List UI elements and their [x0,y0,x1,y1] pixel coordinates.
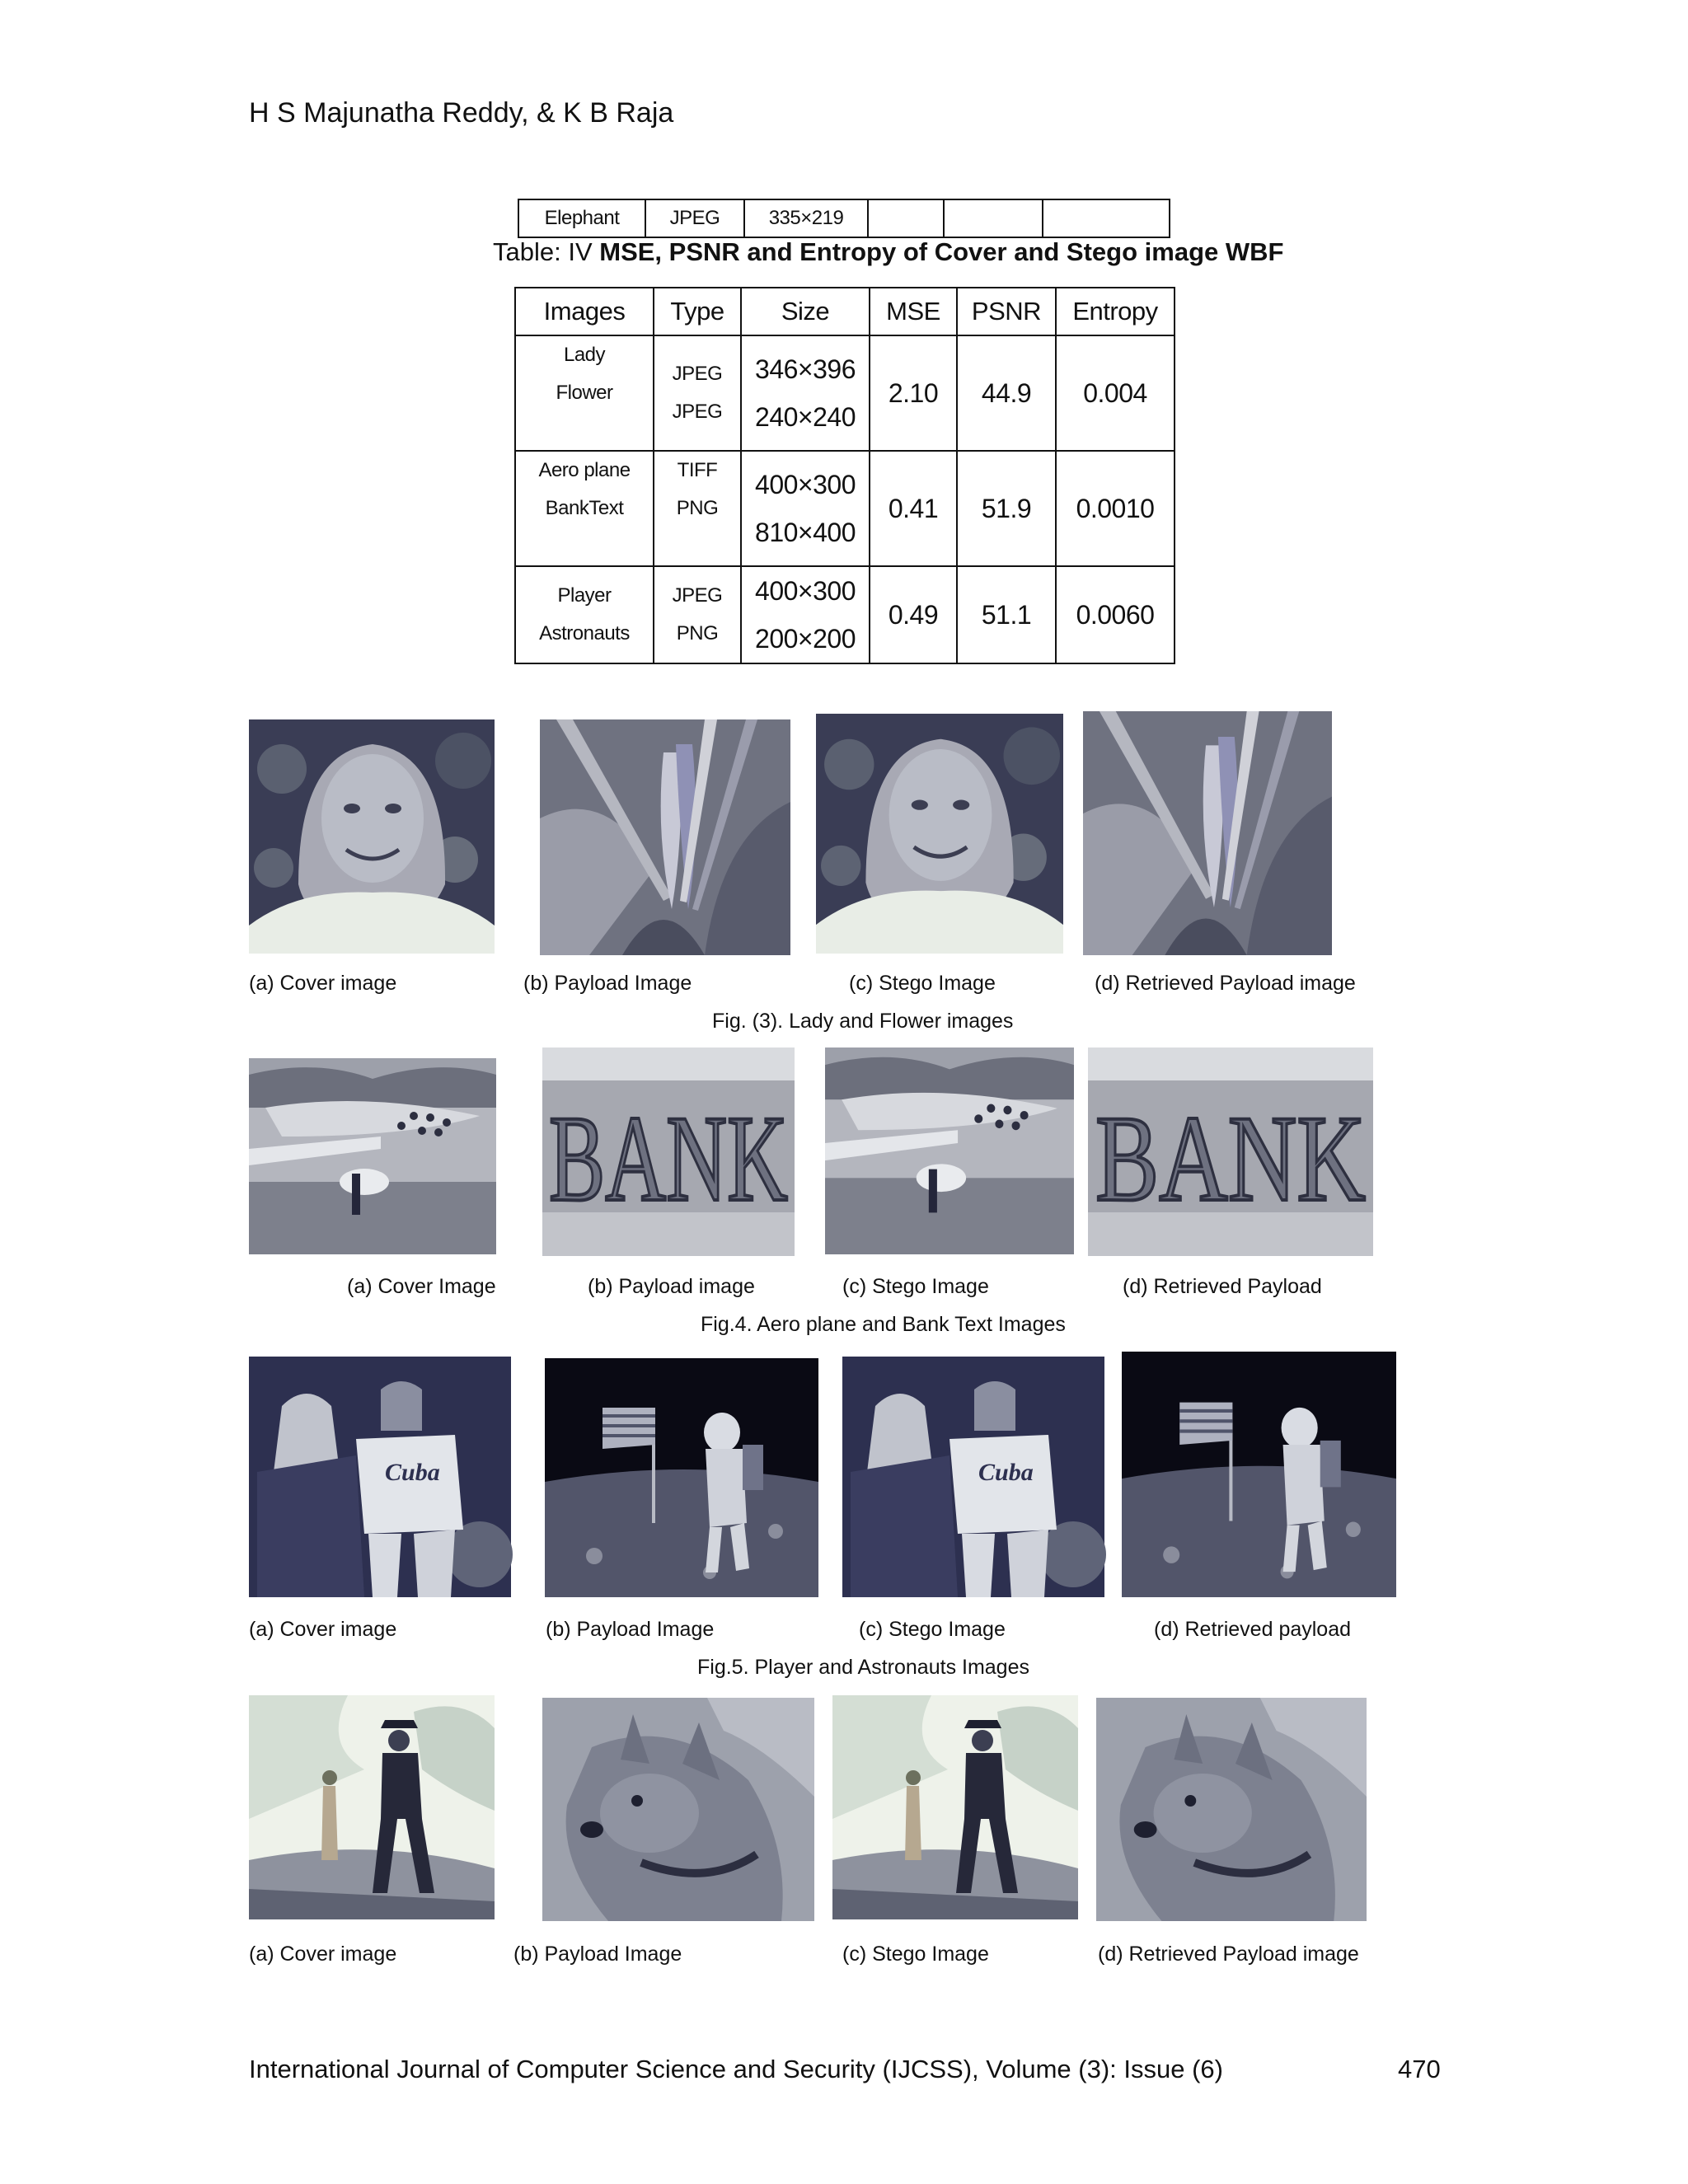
header-type: Type [654,288,741,335]
header-psnr: PSNR [957,288,1056,335]
fig5-caption-c: (c) Stego Image [859,1618,1006,1641]
cell-sizes [741,566,870,663]
image-size: 240×240 [755,402,856,432]
bank-text: BANK [549,1090,788,1227]
image-name: Flower [556,382,613,404]
table-row [515,335,1175,451]
jersey-text: Cuba [978,1459,1034,1486]
fig6-caption-b: (b) Payload Image [513,1943,682,1966]
image-type: PNG [676,497,719,519]
cell-image: Elephant [518,199,645,237]
dog-retrieved-image [1096,1698,1367,1921]
dog-payload-image [542,1698,814,1921]
header-size: Size [741,288,870,335]
jersey-text: Cuba [385,1459,440,1486]
fig5-caption-b: (b) Payload Image [546,1618,715,1641]
cell-sizes [741,335,870,451]
header-images: Images [515,288,654,335]
cell-type: JPEG [645,199,744,237]
lady-stego-image [816,714,1063,954]
cell-mse: 2.10 [870,335,957,451]
bank-retrieved-image [1088,1047,1373,1256]
table-row [515,566,1175,663]
fig4-caption-b: (b) Payload image [588,1275,755,1298]
running-header: H S Majunatha Reddy, & K B Raja [249,97,674,129]
image-size: 200×200 [755,624,856,654]
fig3-caption-b: (b) Payload Image [523,972,692,995]
image-type: JPEG [672,584,723,607]
cell-images [515,451,654,566]
bank-text: BANK [1095,1090,1366,1227]
table-caption [493,237,1283,267]
table-header-row [515,288,1175,335]
cell-entropy: 0.0060 [1056,566,1175,663]
image-size: 400×300 [755,470,856,499]
cell-mse: 0.41 [870,451,957,566]
image-name: Lady [563,344,606,366]
flower-retrieved-image [1083,711,1332,955]
astronaut-payload-image [545,1358,818,1597]
cell-entropy [1043,199,1170,237]
header-entropy: Entropy [1056,288,1175,335]
fig5-caption-a: (a) Cover image [249,1618,397,1641]
table-caption-prefix: Table: IV [493,237,600,266]
fig6-caption-a: (a) Cover image [249,1943,397,1966]
image-type: TIFF [677,459,718,481]
aeroplane-cover-image [249,1058,496,1254]
flower-payload-image [540,719,790,955]
player-cover-image [249,1357,511,1597]
cell-entropy: 0.004 [1056,335,1175,451]
cell-sizes [741,451,870,566]
cell-images [515,335,654,451]
journal-footer: International Journal of Computer Science and Security (IJCSS), Volume (3): Issue (6) [249,2055,1223,2083]
image-size: 346×396 [755,354,856,384]
fig6-caption-c: (c) Stego Image [842,1943,989,1966]
cell-psnr: 51.1 [957,566,1056,663]
bank-payload-image [542,1047,795,1256]
cell-mse: 0.49 [870,566,957,663]
fig3-title: Fig. (3). Lady and Flower images [712,1010,1014,1033]
image-name: Astronauts [539,622,630,644]
image-name: Player [557,584,612,607]
cell-types [654,566,741,663]
fig4-caption-c: (c) Stego Image [842,1275,989,1298]
cell-entropy: 0.0010 [1056,451,1175,566]
fig3-caption-c: (c) Stego Image [849,972,996,995]
cell-psnr: 51.9 [957,451,1056,566]
results-table [514,287,1175,664]
image-type: JPEG [672,401,723,423]
fig5-caption-d: (d) Retrieved payload [1154,1618,1352,1641]
cell-psnr: 44.9 [957,335,1056,451]
fig4-title: Fig.4. Aero plane and Bank Text Images [701,1313,1066,1336]
fig6-caption-d: (d) Retrieved Payload image [1098,1943,1359,1966]
fig4-caption-d: (d) Retrieved Payload [1123,1275,1322,1298]
fig3-caption-a: (a) Cover image [249,972,397,995]
fig3-caption-d: (d) Retrieved Payload image [1095,972,1356,995]
image-size: 810×400 [755,518,856,547]
lady-cover-image [249,719,495,954]
fig5-title: Fig.5. Player and Astronauts Images [697,1656,1029,1679]
cell-types [654,335,741,451]
cowboy-stego-image [832,1695,1078,1919]
header-mse: MSE [870,288,957,335]
image-type: JPEG [672,363,723,385]
cell-psnr [944,199,1043,237]
image-name: BankText [545,497,624,519]
cell-size: 335×219 [744,199,868,237]
image-type: PNG [676,622,719,644]
cowboy-cover-image [249,1695,495,1919]
cell-images [515,566,654,663]
cell-types [654,451,741,566]
aeroplane-stego-image [825,1047,1074,1254]
page-number: 470 [1398,2055,1441,2083]
table-row [515,451,1175,566]
astronaut-retrieved-image [1122,1352,1396,1597]
fig4-caption-a: (a) Cover Image [347,1275,496,1298]
cell-mse [868,199,944,237]
image-size: 400×300 [755,576,856,606]
player-stego-image [842,1357,1104,1597]
previous-table-row [518,199,1170,238]
image-name: Aero plane [538,459,631,481]
table-caption-title: MSE, PSNR and Entropy of Cover and Stego image WBF [599,237,1284,266]
